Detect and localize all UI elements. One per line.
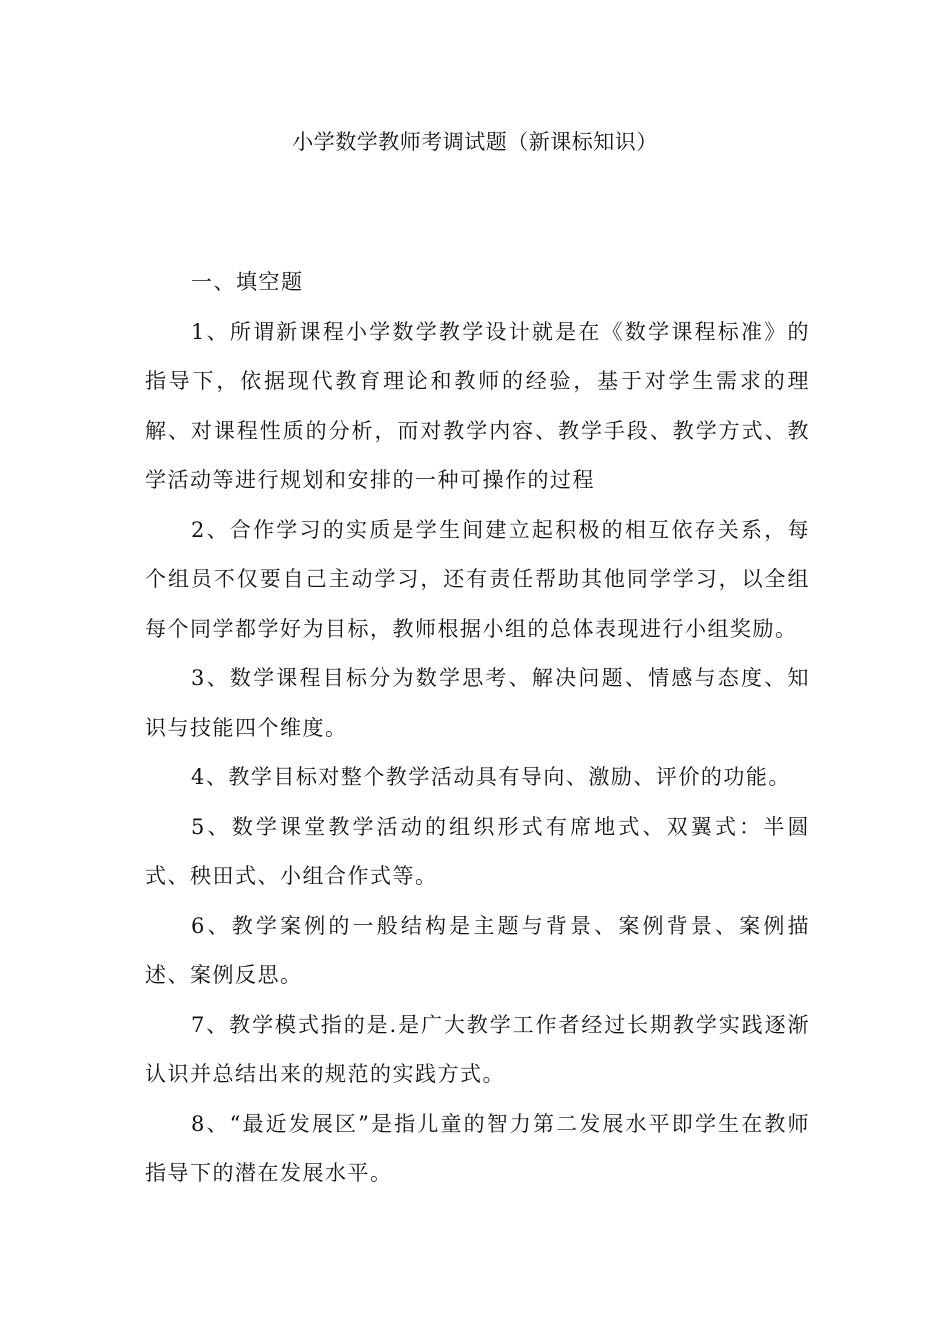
paragraph-7: 7、教学模式指的是.是广大教学工作者经过长期教学实践逐渐认识并总结出来的规范的实践方式。 (145, 1012, 810, 1086)
paragraph-8: 8、“最近发展区”是指儿童的智力第二发展水平即学生在教师指导下的潜在发展水平。 (145, 1111, 810, 1185)
paragraph-3: 3、数学课程目标分为数学思考、解决问题、情感与态度、知识与技能四个维度。 (145, 666, 810, 740)
paragraph-4: 4、教学目标对整个教学活动具有导向、激励、评价的功能。 (191, 765, 791, 789)
document-body (145, 258, 810, 1199)
section-heading: 一、填空题 (191, 270, 304, 294)
document-title: 小学数学教师考调试题（新课标知识） (292, 130, 658, 154)
paragraph-2: 2、合作学习的实质是学生间建立起积极的相互依存关系，每个组员不仅要自己主动学习，还有责任帮助其他同学学习，以全组每个同学都学好为目标，教师根据小组的总体表现进行小组奖励。 (145, 517, 810, 641)
paragraph-6: 6、教学案例的一般结构是主题与背景、案例背景、案例描述、案例反思。 (145, 913, 810, 987)
paragraph-5: 5、数学课堂教学活动的组织形式有席地式、双翼式：半圆式、秧田式、小组合作式等。 (145, 814, 810, 888)
paragraph-1: 1、所谓新课程小学数学教学设计就是在《数学课程标准》的指导下，依据现代教育理论和教师的经验，基于对学生需求的理解、对课程性质的分析，而对教学内容、教学手段、教学方式、教学活动等进行规划和安排的一种可操作的过程 (145, 319, 810, 492)
